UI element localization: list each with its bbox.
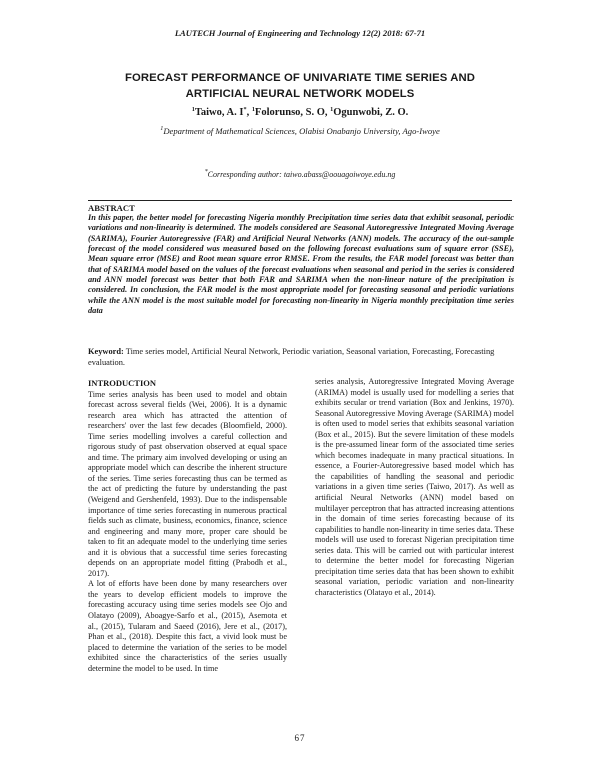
paper-title bbox=[60, 70, 540, 102]
author-1-corresponding-mark: * bbox=[243, 106, 247, 113]
keywords-label: Keyword: bbox=[88, 347, 124, 356]
affiliation-text: Department of Mathematical Sciences, Olabisi Onabanjo University, Ago-Iwoye bbox=[163, 126, 440, 136]
author-separator: , bbox=[246, 107, 252, 118]
affiliation bbox=[0, 126, 600, 136]
section-heading-introduction: INTRODUCTION bbox=[88, 378, 157, 388]
abstract-divider bbox=[88, 200, 512, 201]
author-2-name: Folorunso, S. O, bbox=[254, 107, 331, 118]
journal-header: LAUTECH Journal of Engineering and Technology 12(2) 2018: 67-71 bbox=[174, 28, 426, 38]
corresponding-mark: * bbox=[204, 168, 208, 175]
corresponding-author-text: Corresponding author: taiwo.abass@oouagoiwoye.edu.ng bbox=[207, 170, 396, 179]
corresponding-author bbox=[0, 170, 600, 179]
body-column-left bbox=[88, 378, 287, 674]
author-3-affiliation-mark: 1 bbox=[330, 106, 334, 113]
abstract-body: In this paper, the better model for forecasting Nigeria monthly Precipitation time series data that exhibit seasonal, periodic variations and non-linearity is determined. The models considered are Seasonal Autoregressive Integrated Moving Average (SARIMA), Fourier Autoregressive (FAR) and Artificial Neural Networks (ANN) models. The accuracy of the out-sample forecast of the model considered was measured based on the following forecast evaluations sum of square error (SSE), Mean square error (MSE) and Root mean square error RMSE. From the results, the FAR model forecast was better than that of SARIMA model based on the values of the forecast evaluations when seasonal and period in the series is considered and ANN model forecast was better that both FAR and SARIMA when the non-linear nature of the precipitation is considered. In conclusion, the FAR model is the most appropriate model for forecasting seasonal and periodic variations while the ANN model is the most suitable model for forecasting non-linearity in Nigeria monthly precipitation time series data bbox=[88, 213, 514, 316]
paper-title-line-2: ARTIFICIAL NEURAL NETWORK MODELS bbox=[185, 88, 415, 100]
author-1-affiliation-mark: 1 bbox=[191, 106, 195, 113]
author-3-name: Ogunwobi, Z. O. bbox=[333, 107, 409, 118]
abstract-heading: ABSTRACT bbox=[88, 203, 135, 213]
affiliation-mark: 1 bbox=[160, 125, 164, 132]
author-2-affiliation-mark: 1 bbox=[251, 106, 255, 113]
paper-title-line-1: FORECAST PERFORMANCE OF UNIVARIATE TIME SERIES AND bbox=[125, 72, 475, 84]
author-list bbox=[0, 107, 600, 118]
page-number: 67 bbox=[294, 733, 306, 743]
keywords-text: Time series model, Artificial Neural Network, Periodic variation, Seasonal variation, Forecasting, Forecasting evaluation. bbox=[88, 347, 495, 367]
body-column-right bbox=[315, 377, 514, 598]
intro-paragraph-3: series analysis, Autoregressive Integrated Moving Average (ARIMA) model is usually used for modelling a series that exhibits secular or trend variation (Box and Jenkins, 1970). Seasonal Autoregressive Moving Average (SARIMA) model is often used to model series that exhibits seasonal variation (Box et al., 2015). But the severe limitation of these models is the pre-assumed linear form of the associated time series which becomes inadequate in many practical situations. In essence, a Fourier-Autoregressive based model which has the capabilities of handling the seasonal and periodic variations in a given time series (Taiwo, 2017). As well as artificial Neural Networks (ANN) model based on multilayer perceptron that has attracted increasing attentions in the domain of time series forecasting because of its capabilities to handle non-linearity in time series data. These models will use used to forecast Nigerian precipitation time series data. This will be carried out with particular interest to determine the better model for forecasting Nigerian precipitation time series data that has been shown to exhibit seasonal variation, periodic variation and non-linearity characteristics (Olatayo et al., 2014). bbox=[315, 377, 514, 597]
keywords bbox=[88, 347, 514, 368]
intro-paragraph-1: Time series analysis has been used to model and obtain forecast across several fields (Wei, 2006). It is a dynamic research area which has attracted the attention of researchers' over the last few decades (Bloomfield, 2000). Time series modelling involves a careful collection and rigorous study of past observation observed at equal space and time. The primary aim involved developing or using an appropriate model which can describe the inherent structure of the series. Time series forecasting thus can be termed as the act of predicting the future by understanding the past (Weigend and Gershenfeld, 1993). Due to the indispensable importance of time series forecasting in numerous practical fields such as climate, business, economics, finance, science and engineering and many more, proper care should be taken to fit an adequate model to the underlying time series and it is obvious that a successful time series forecasting depends on an appropriate model fitting (Prabodh et al., 2017). bbox=[88, 389, 287, 578]
intro-paragraph-2: A lot of efforts have been done by many researchers over the years to develop efficient models to improve the forecasting accuracy using time series models see Ojo and Olatayo (2009), Aboagye-Sarfo et al., (2015), Asemota et al., (2015), Tularam and Saeed (2016), Jere et al., (2017), Phan et al., (2018). Despite this fact, a vivid look must be placed to determine the variation of the series to be model exhibited since the characteristics of the series usually determine the model to be used. In time bbox=[88, 579, 287, 673]
author-1-name: Taiwo, A. I bbox=[194, 107, 244, 118]
